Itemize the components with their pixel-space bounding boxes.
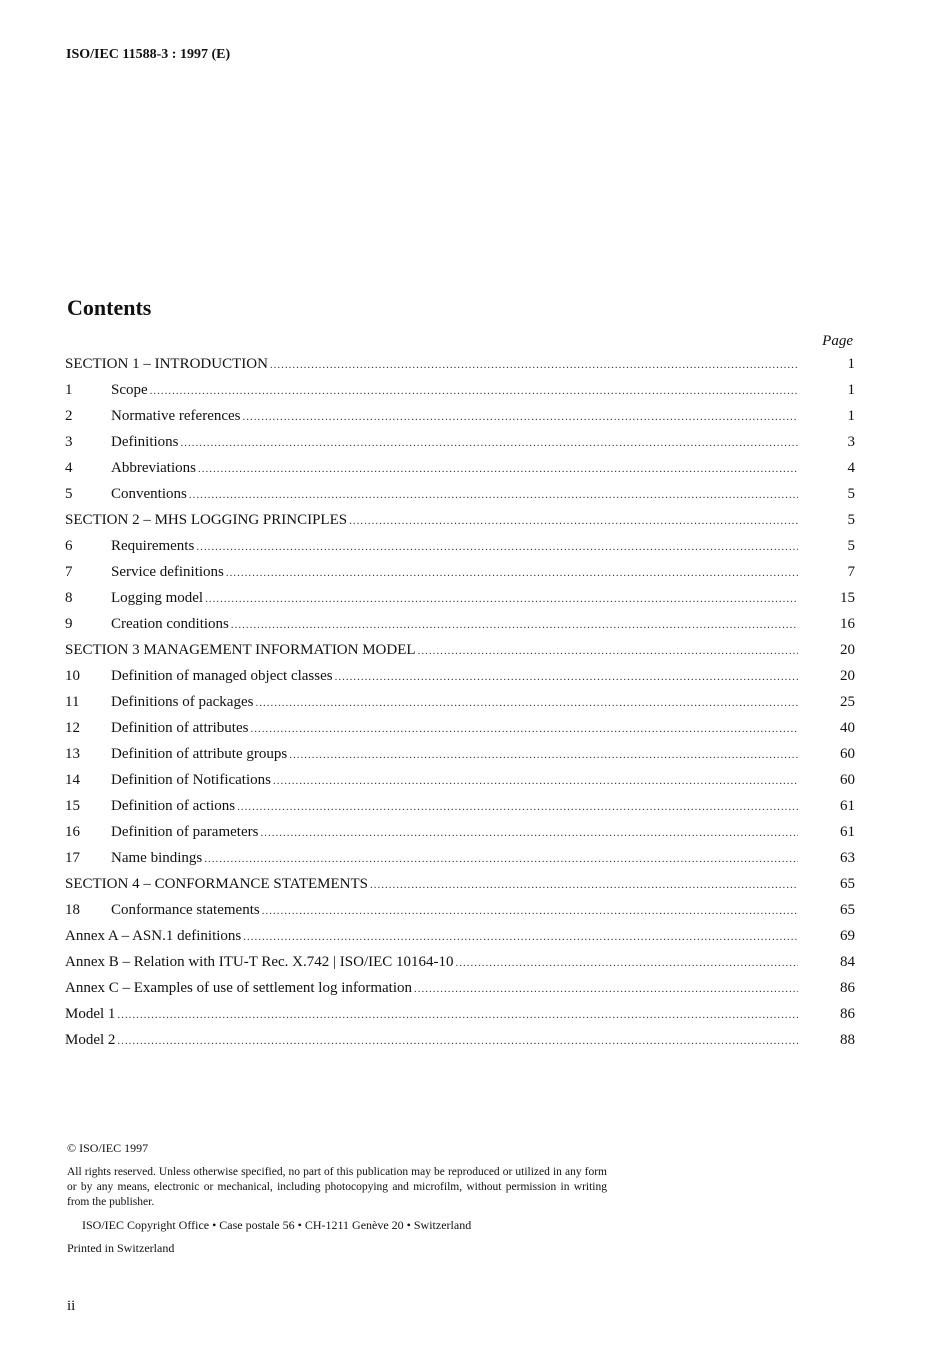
toc-dot-leader	[273, 775, 798, 787]
page-title: Contents	[67, 295, 152, 320]
toc-entry-page: 60	[840, 746, 855, 762]
toc-entry-title: Definitions of packages	[111, 694, 254, 710]
toc-entry-page: 88	[840, 1032, 855, 1048]
toc-dot-leader	[289, 749, 798, 761]
toc-entry-page: 65	[840, 902, 855, 918]
copyright-notice: © ISO/IEC 1997	[67, 1141, 149, 1155]
toc-dot-leader	[250, 723, 798, 735]
toc-entry	[65, 538, 855, 564]
toc-entry-number: 6	[65, 538, 73, 554]
toc-entry-title: Annex C – Examples of use of settlement log information	[65, 980, 413, 996]
toc-entry-page: 60	[840, 772, 855, 788]
toc-entry-title: Conventions	[111, 486, 187, 502]
toc-entry-page: 40	[840, 720, 855, 736]
toc-entry	[65, 590, 855, 616]
toc-entry-title: Definition of managed object classes	[111, 668, 333, 684]
toc-dot-leader	[196, 541, 798, 553]
toc-entry-page: 15	[840, 590, 855, 606]
toc-dot-leader	[418, 645, 798, 657]
toc-dot-leader	[270, 359, 798, 371]
copyright-office-address: ISO/IEC Copyright Office • Case postale 56 • CH-1211 Genève 20 • Switzerland	[82, 1218, 472, 1232]
toc-entry-page: 3	[847, 434, 855, 450]
toc-entry	[65, 746, 855, 772]
toc-entry	[65, 616, 855, 642]
toc-entry-page: 61	[840, 798, 855, 814]
toc-entry	[65, 720, 855, 746]
toc-entry	[65, 694, 855, 720]
document-id-header: ISO/IEC 11588-3 : 1997 (E)	[66, 47, 231, 62]
toc-entry-title: Model 2	[65, 1032, 116, 1048]
toc-entry-number: 15	[65, 798, 80, 814]
toc-entry-title: Model 1	[65, 1006, 116, 1022]
toc-entry-page: 63	[840, 850, 855, 866]
toc-entry	[65, 564, 855, 590]
toc-entry-page: 5	[847, 486, 855, 502]
toc-entry-title: Service definitions	[111, 564, 224, 580]
toc-entry	[65, 382, 855, 408]
toc-entry-page: 16	[840, 616, 855, 632]
toc-entry-page: 20	[840, 642, 855, 658]
toc-entry-page: 65	[840, 876, 855, 892]
toc-entry-title: Definition of attributes	[111, 720, 249, 736]
toc-entry	[65, 1006, 855, 1032]
toc-entry-title: Conformance statements	[111, 902, 260, 918]
toc-dot-leader	[226, 567, 798, 579]
toc-entry-page: 1	[847, 382, 855, 398]
toc-entry-page: 61	[840, 824, 855, 840]
toc-entry-page: 1	[847, 408, 855, 424]
toc-entry-number: 8	[65, 590, 73, 606]
toc-entry-number: 11	[65, 694, 80, 710]
page-number: ii	[67, 1298, 76, 1314]
toc-entry	[65, 798, 855, 824]
toc-dot-leader	[237, 801, 798, 813]
toc-entry	[65, 954, 855, 980]
toc-dot-leader	[205, 593, 798, 605]
toc-entry-number: 5	[65, 486, 73, 502]
toc-entry	[65, 850, 855, 876]
toc-dot-leader	[414, 983, 798, 995]
toc-entry-title: Creation conditions	[111, 616, 229, 632]
toc-dot-leader	[243, 931, 798, 943]
toc-dot-leader	[255, 697, 798, 709]
toc-dot-leader	[231, 619, 798, 631]
toc-entry-title: Normative references	[111, 408, 241, 424]
toc-dot-leader	[150, 385, 798, 397]
toc-entry-title: Definition of parameters	[111, 824, 259, 840]
toc-entry-number: 4	[65, 460, 73, 476]
rights-statement: All rights reserved. Unless otherwise specified, no part of this publication may be reproduced or utilized in any form or by any means, electronic or mechanical, including photocopying and microfilm, without permission in writing from the publisher.	[67, 1166, 607, 1208]
toc-entry-number: 17	[65, 850, 80, 866]
toc-dot-leader	[204, 853, 798, 865]
toc-entry-title: SECTION 4 – CONFORMANCE STATEMENTS	[65, 876, 368, 892]
toc-entry-title: Name bindings	[111, 850, 203, 866]
toc-entry-number: 9	[65, 616, 73, 632]
toc-dot-leader	[349, 515, 798, 527]
toc-dot-leader	[456, 957, 798, 969]
toc-entry	[65, 486, 855, 512]
toc-entry	[65, 1032, 855, 1058]
toc-entry-number: 2	[65, 408, 73, 424]
toc-dot-leader	[117, 1009, 798, 1021]
toc-entry-number: 18	[65, 902, 80, 918]
toc-entry-page: 25	[840, 694, 855, 710]
toc-entry-title: Logging model	[111, 590, 204, 606]
toc-entry	[65, 824, 855, 850]
toc-entry-title: Scope	[111, 382, 148, 398]
toc-entry-page: 84	[840, 954, 855, 970]
toc-dot-leader	[335, 671, 798, 683]
toc-entry-title: SECTION 3 MANAGEMENT INFORMATION MODEL	[65, 642, 416, 658]
toc-entry	[65, 642, 855, 668]
toc-dot-leader	[117, 1035, 798, 1047]
table-of-contents	[65, 356, 855, 1058]
toc-entry-page: 7	[847, 564, 855, 580]
toc-entry-title: Definitions	[111, 434, 179, 450]
toc-entry-page: 4	[847, 460, 855, 476]
toc-entry-page: 1	[847, 356, 855, 372]
toc-entry	[65, 902, 855, 928]
printed-in-note: Printed in Switzerland	[67, 1241, 175, 1255]
toc-entry-title: SECTION 1 – INTRODUCTION	[65, 356, 268, 372]
toc-entry-page: 69	[840, 928, 855, 944]
toc-entry-title: Annex A – ASN.1 definitions	[65, 928, 242, 944]
copyright-block	[67, 1141, 607, 1256]
toc-entry-title: Definition of Notifications	[111, 772, 271, 788]
toc-entry	[65, 512, 855, 538]
toc-entry-page: 5	[847, 538, 855, 554]
toc-entry-title: Definition of attribute groups	[111, 746, 288, 762]
toc-dot-leader	[370, 879, 798, 891]
toc-dot-leader	[262, 905, 798, 917]
toc-dot-leader	[181, 437, 799, 449]
toc-entry-page: 86	[840, 1006, 855, 1022]
toc-entry	[65, 460, 855, 486]
toc-dot-leader	[243, 411, 798, 423]
toc-entry-title: Requirements	[111, 538, 195, 554]
toc-entry	[65, 928, 855, 954]
toc-entry-title: Abbreviations	[111, 460, 196, 476]
toc-entry	[65, 980, 855, 1006]
toc-entry-page: 86	[840, 980, 855, 996]
toc-entry-page: 5	[847, 512, 855, 528]
toc-entry	[65, 356, 855, 382]
toc-dot-leader	[198, 463, 798, 475]
toc-entry	[65, 408, 855, 434]
toc-entry	[65, 434, 855, 460]
toc-dot-leader	[189, 489, 798, 501]
toc-entry-title: SECTION 2 – MHS LOGGING PRINCIPLES	[65, 512, 348, 528]
toc-entry-number: 7	[65, 564, 73, 580]
toc-entry-number: 10	[65, 668, 80, 684]
toc-dot-leader	[260, 827, 798, 839]
toc-entry-title: Definition of actions	[111, 798, 236, 814]
toc-entry-number: 1	[65, 382, 73, 398]
toc-entry-page: 20	[840, 668, 855, 684]
toc-entry-title: Annex B – Relation with ITU-T Rec. X.742 | ISO/IEC 10164-10	[65, 954, 454, 970]
page-column-label: Page	[822, 333, 853, 349]
toc-entry-number: 3	[65, 434, 73, 450]
toc-entry	[65, 876, 855, 902]
toc-entry	[65, 772, 855, 798]
toc-entry-number: 14	[65, 772, 80, 788]
toc-entry	[65, 668, 855, 694]
toc-entry-number: 13	[65, 746, 80, 762]
toc-entry-number: 12	[65, 720, 80, 736]
toc-entry-number: 16	[65, 824, 80, 840]
